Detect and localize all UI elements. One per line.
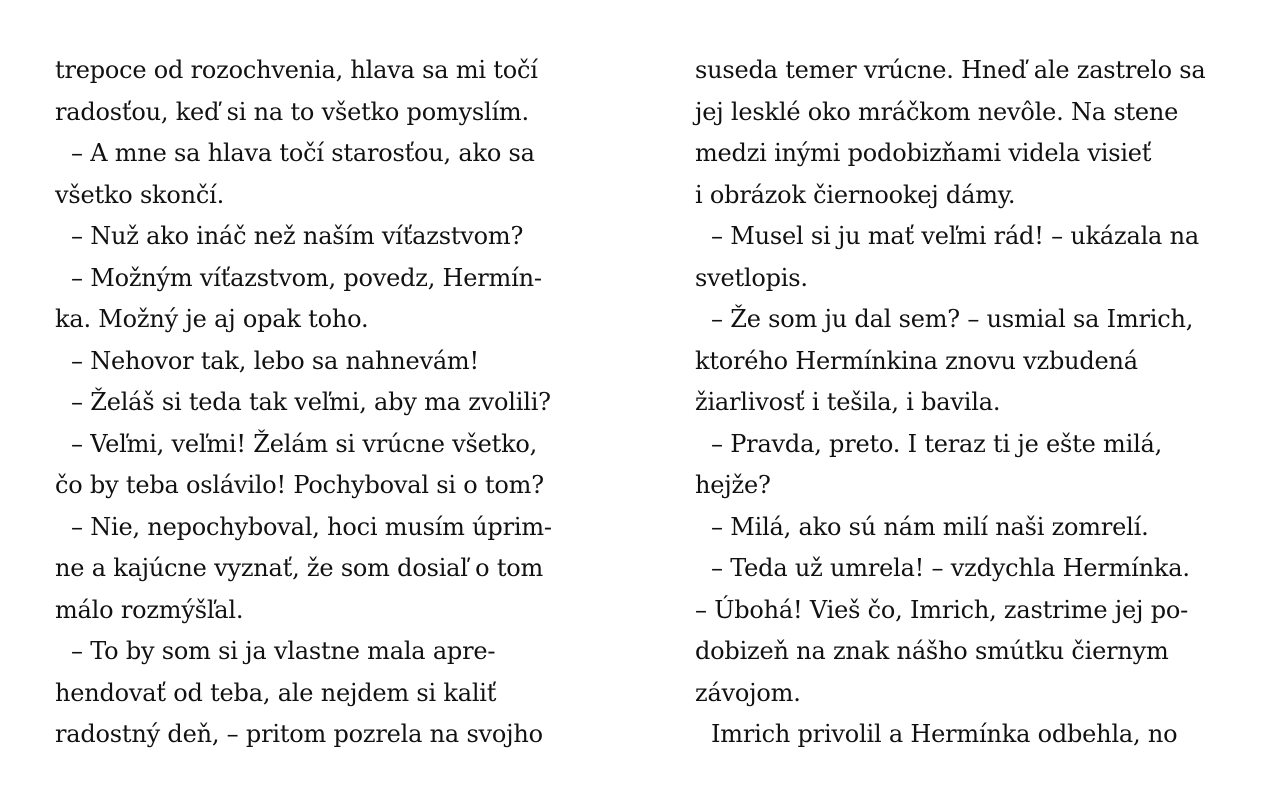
text-line: ne a kajúcne vyznať, že som dosiaľ o tom bbox=[55, 554, 544, 582]
text-line: hendovať od teba, ale nejdem si kaliť bbox=[55, 678, 497, 707]
text-line: – Nehovor tak, lebo sa nahnevám! bbox=[71, 346, 479, 375]
text-line: i obrázok čiernookej dámy. bbox=[695, 180, 1016, 209]
text-line: – To by som si ja vlastne mala apre- bbox=[71, 637, 496, 665]
text-line: suseda temer vrúcne. Hneď ale zastrelo sa bbox=[695, 56, 1206, 84]
text-line: – A mne sa hlava točí starosťou, ako sa bbox=[71, 139, 535, 167]
text-line: radostný deň, – pritom pozrela na svojho bbox=[55, 720, 543, 748]
text-line: dobizeň na znak nášho smútku čiernym bbox=[695, 637, 1169, 665]
text-line: – Teda už umrela! – vzdychla Hermínka. bbox=[711, 554, 1190, 582]
text-line: – Želáš si teda tak veľmi, aby ma zvolili? bbox=[71, 388, 551, 416]
text-line: – Úbohá! Vieš čo, Imrich, zastrime jej po- bbox=[695, 595, 1189, 624]
text-line: – Nuž ako ináč než naším víťazstvom? bbox=[71, 222, 524, 250]
text-line: trepoce od rozochvenia, hlava sa mi točí bbox=[55, 56, 538, 84]
text-line: – Milá, ako sú nám milí naši zomrelí. bbox=[711, 512, 1149, 541]
text-line: jej lesklé oko mráčkom nevôle. Na stene bbox=[695, 97, 1179, 126]
text-line: čo by teba oslávilo! Pochyboval si o tom? bbox=[55, 471, 544, 499]
text-line: radosťou, keď si na to všetko pomyslím. bbox=[55, 97, 529, 126]
text-line: málo rozmýšľal. bbox=[55, 595, 244, 624]
text-line: hejže? bbox=[695, 471, 771, 499]
text-line: ka. Možný je aj opak toho. bbox=[55, 305, 369, 333]
text-line: žiarlivosť i tešila, i bavila. bbox=[695, 388, 1001, 416]
text-line: svetlopis. bbox=[695, 263, 808, 292]
text-line: Imrich privolil a Hermínka odbehla, no bbox=[711, 720, 1178, 748]
text-line: – Že som ju dal sem? – usmial sa Imrich, bbox=[711, 305, 1194, 333]
left-page-column bbox=[55, 50, 615, 756]
right-page-column bbox=[695, 50, 1255, 756]
text-line: všetko skončí. bbox=[55, 180, 225, 209]
text-line: – Musel si ju mať veľmi rád! – ukázala na bbox=[711, 222, 1199, 250]
text-line: – Možným víťazstvom, povedz, Hermín- bbox=[71, 263, 542, 292]
text-line: ktorého Hermínkina znovu vzbudená bbox=[695, 346, 1138, 375]
text-line: závojom. bbox=[695, 678, 801, 707]
text-line: medzi inými podobizňami videla visieť bbox=[695, 139, 1152, 167]
text-line: – Pravda, preto. I teraz ti je ešte milá, bbox=[711, 429, 1163, 458]
text-line: – Nie, nepochyboval, hoci musím úprim- bbox=[71, 512, 552, 541]
text-line: – Veľmi, veľmi! Želám si vrúcne všetko, bbox=[71, 429, 538, 458]
